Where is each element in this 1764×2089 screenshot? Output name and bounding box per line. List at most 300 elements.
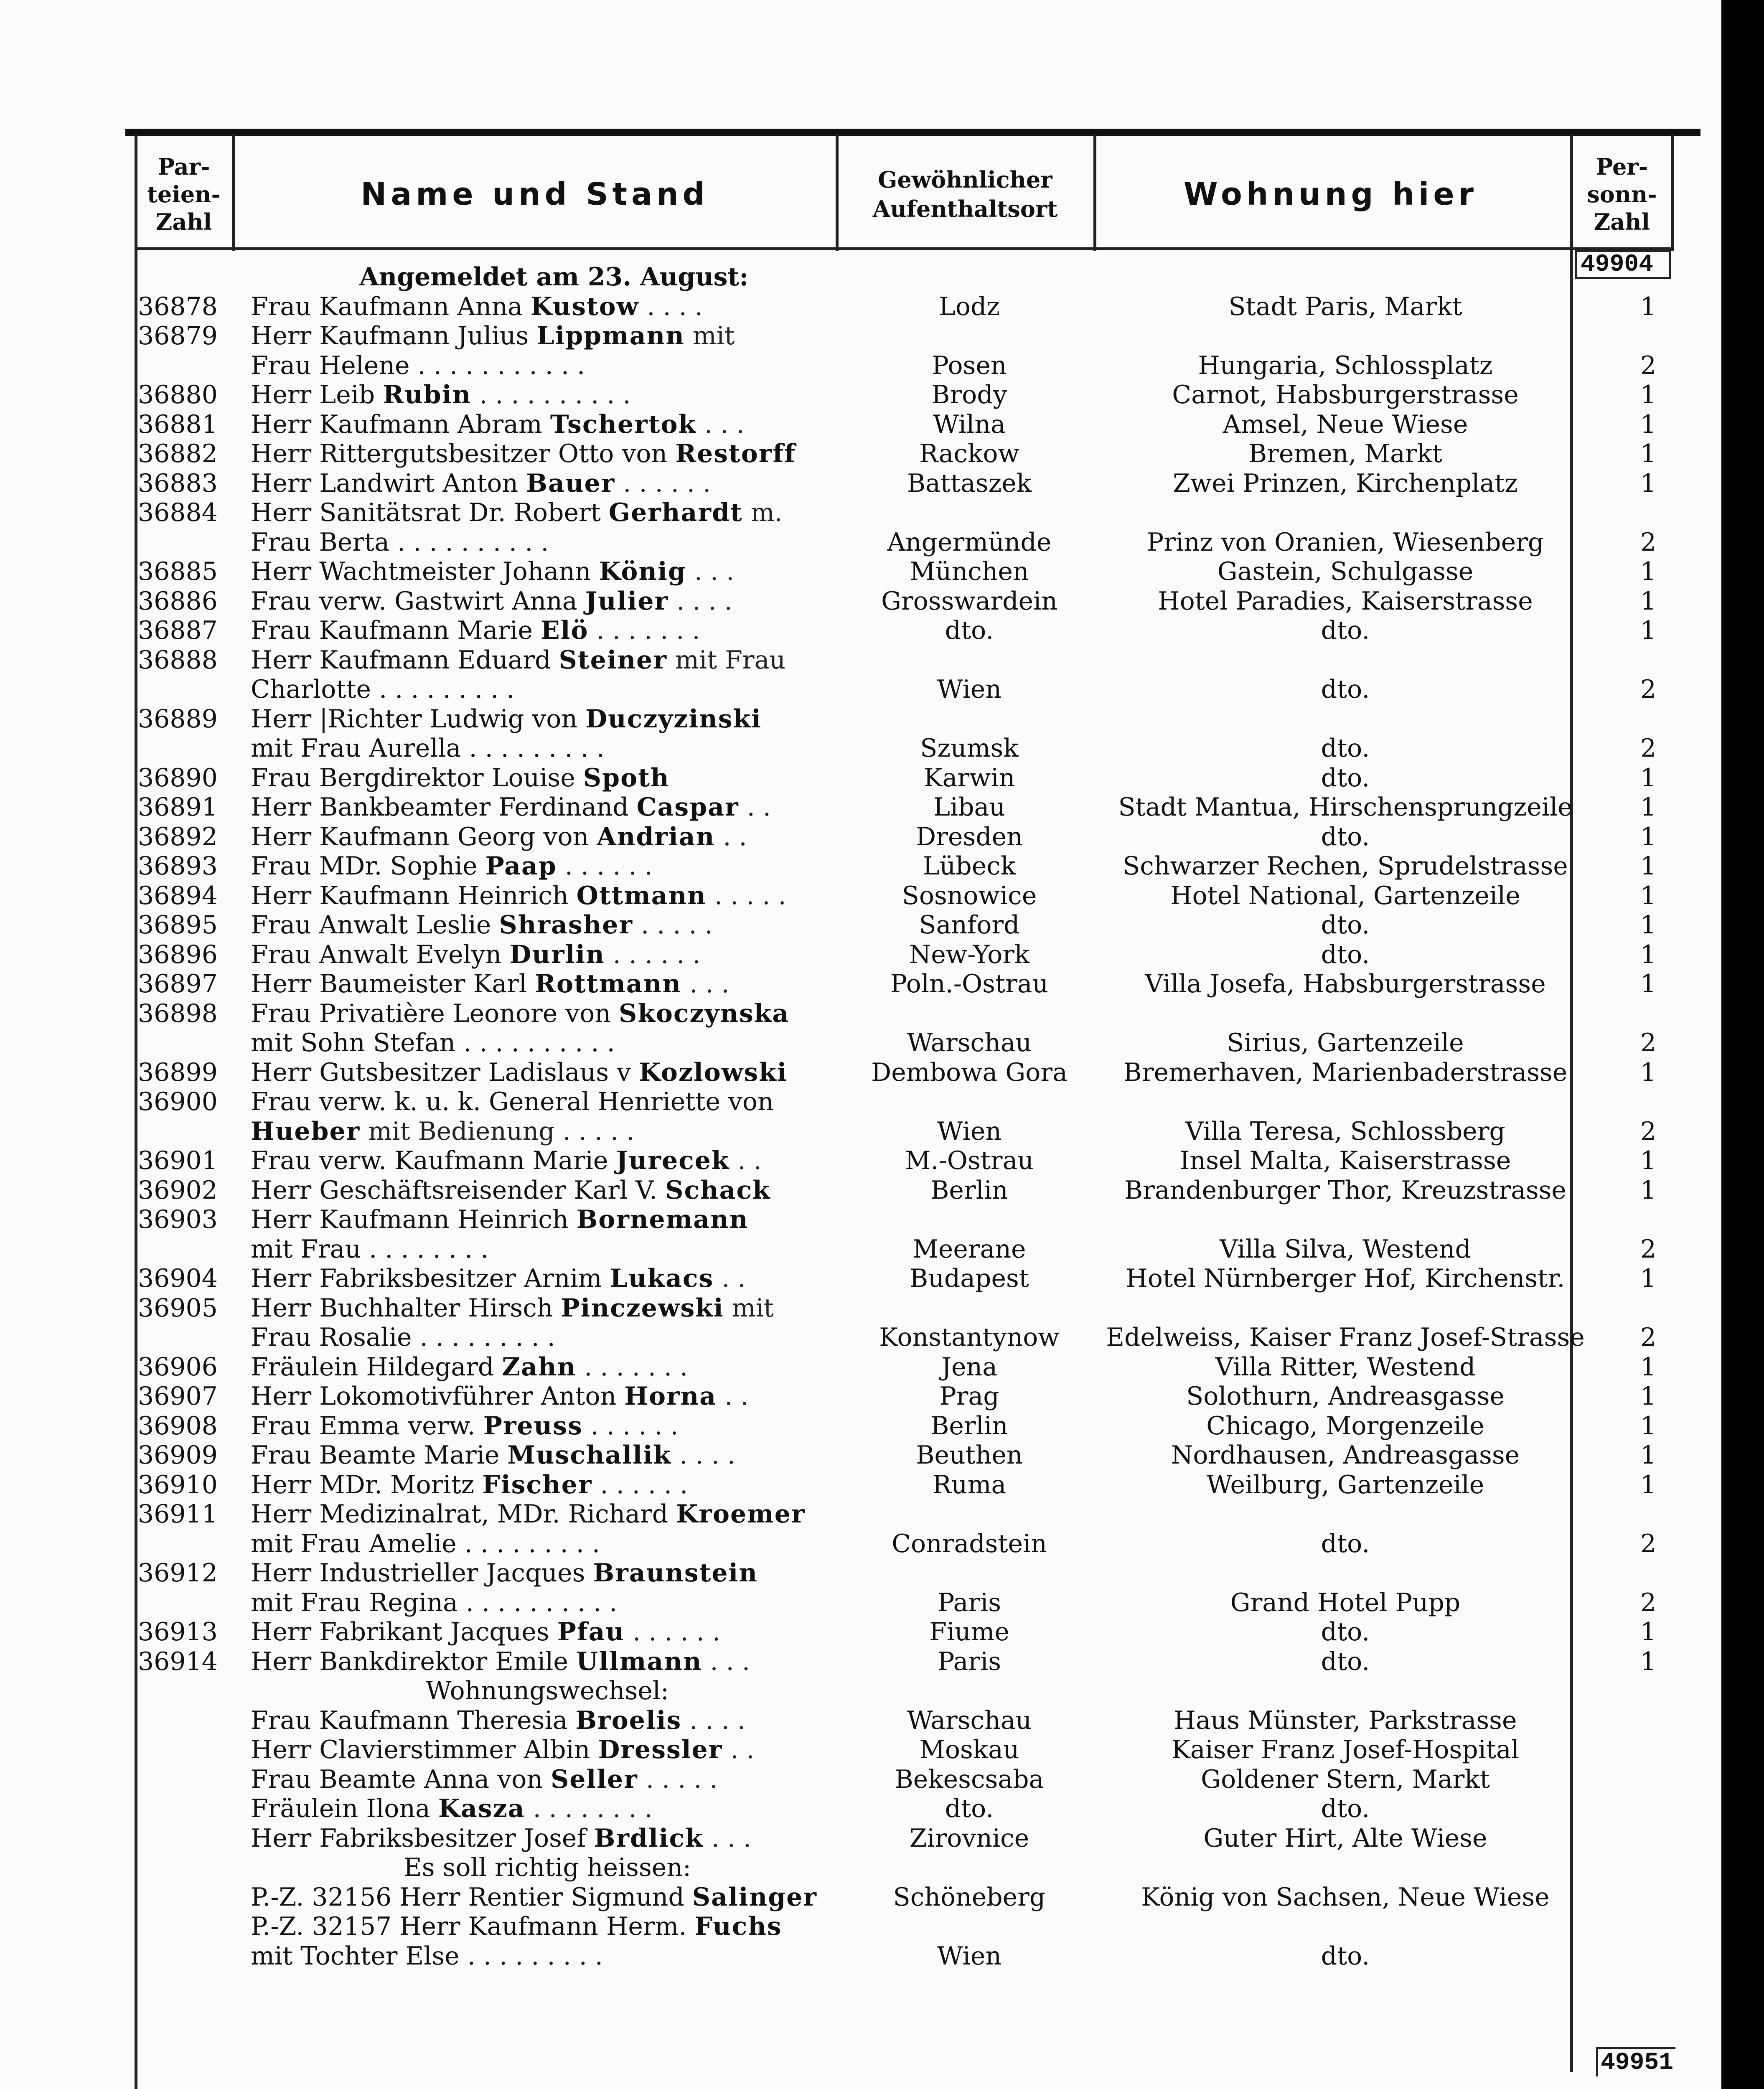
surname: Andrian <box>597 822 715 851</box>
wohnung-hier: Schwarzer Rechen, Sprudelstrasse <box>1123 851 1568 881</box>
aufenthaltsort: Wien <box>937 1116 1001 1146</box>
aufenthaltsort: Libau <box>933 793 1005 822</box>
aufenthaltsort: Lübeck <box>923 851 1016 881</box>
table-row <box>0 1146 1713 1175</box>
name-und-stand <box>251 1146 844 1175</box>
partei-zahl: 36888 <box>138 645 218 675</box>
surname: Skoczynska <box>619 999 790 1028</box>
table-row <box>0 292 1713 321</box>
surname: Julier <box>585 586 669 616</box>
personen-zahl: 1 <box>1640 409 1657 439</box>
aufenthaltsort: Berlin <box>930 1175 1008 1205</box>
partei-zahl: 36879 <box>138 321 218 351</box>
aufenthaltsort: Budapest <box>910 1264 1029 1293</box>
table-row <box>0 1176 1713 1205</box>
personen-zahl: 1 <box>1640 969 1657 999</box>
partei-zahl: 36892 <box>138 822 218 851</box>
name-und-stand <box>251 469 844 498</box>
name-und-stand <box>251 1942 844 1971</box>
aufenthaltsort: Posen <box>932 351 1007 380</box>
name-suffix: . . . . . . . . <box>525 1794 653 1823</box>
partei-zahl: 36894 <box>138 881 218 910</box>
name-suffix: . . . <box>702 1647 750 1676</box>
name-prefix: Herr Kaufmann Abram <box>251 409 550 439</box>
name-prefix: Herr MDr. Moritz <box>251 1470 483 1499</box>
name-prefix: Herr Leib <box>251 380 383 409</box>
name-und-stand <box>251 1794 844 1823</box>
aufenthaltsort: Warschau <box>907 1028 1032 1057</box>
aufenthaltsort: Lodz <box>939 292 1000 321</box>
personen-zahl: 1 <box>1640 1441 1657 1470</box>
partei-zahl: 36908 <box>138 1411 218 1441</box>
surname: Pinczewski <box>561 1293 724 1323</box>
partei-zahl: 36907 <box>138 1382 218 1411</box>
table-row <box>0 351 1713 380</box>
wohnung-hier: Gastein, Schulgasse <box>1217 557 1474 586</box>
partei-zahl: 36883 <box>138 468 218 498</box>
table-row <box>0 1588 1713 1617</box>
header-name-und-stand: Name und Stand <box>361 176 709 212</box>
surname: Rottmann <box>535 969 681 999</box>
table-row <box>0 1087 1713 1116</box>
name-suffix: mit <box>724 1293 774 1323</box>
table-row <box>0 1794 1713 1823</box>
surname: Jurecek <box>616 1146 730 1175</box>
name-und-stand <box>251 1588 844 1617</box>
name-und-stand <box>251 1647 844 1676</box>
surname: Kroemer <box>676 1499 806 1529</box>
surname: Kozlowski <box>639 1057 788 1087</box>
wohnung-hier: Villa Teresa, Schlossberg <box>1185 1116 1505 1146</box>
table-row <box>0 969 1713 999</box>
section-heading-wohnungswechsel: Wohnungswechsel: <box>425 1676 669 1705</box>
name-und-stand <box>251 940 844 969</box>
table-row <box>0 380 1713 409</box>
personen-zahl: 1 <box>1640 881 1657 910</box>
table-row <box>0 704 1713 734</box>
aufenthaltsort: Karwin <box>923 763 1015 793</box>
personen-zahl: 1 <box>1640 1382 1657 1411</box>
name-und-stand <box>251 646 844 675</box>
wohnung-hier: Bremerhaven, Marienbaderstrasse <box>1123 1057 1568 1087</box>
surname: Ullmann <box>576 1647 702 1676</box>
name-prefix: Herr Baumeister Karl <box>251 969 535 999</box>
table-row <box>0 675 1713 704</box>
wohnung-hier: Stadt Mantua, Hirschensprungzeile <box>1118 793 1573 822</box>
table-row <box>0 321 1713 351</box>
table-row <box>0 734 1713 763</box>
name-und-stand <box>251 1058 844 1087</box>
aufenthaltsort: München <box>910 557 1029 586</box>
table-row <box>0 940 1713 969</box>
surname: Dressler <box>598 1735 723 1764</box>
name-und-stand <box>251 380 844 409</box>
name-prefix: Frau Privatière Leonore von <box>251 999 619 1028</box>
wohnung-hier: Carnot, Habsburgerstrasse <box>1172 380 1519 409</box>
personen-zahl: 1 <box>1640 1352 1657 1382</box>
name-suffix: . . . <box>681 969 729 999</box>
name-und-stand <box>251 999 844 1028</box>
table-row <box>0 1617 1713 1647</box>
name-suffix: . . . . . <box>633 910 713 940</box>
name-und-stand <box>251 734 844 763</box>
name-prefix: Herr Industrieller Jacques <box>251 1558 593 1588</box>
partei-zahl: 36880 <box>138 380 218 409</box>
aufenthaltsort: M.-Ostrau <box>905 1146 1034 1175</box>
name-suffix: . . <box>722 1735 755 1764</box>
partei-zahl: 36912 <box>138 1558 218 1588</box>
personen-zahl: 1 <box>1640 763 1657 793</box>
surname: Lukacs <box>610 1264 714 1293</box>
wohnung-hier: Edelweiss, Kaiser Franz Josef-Strasse <box>1106 1323 1585 1352</box>
wohnung-hier: Zwei Prinzen, Kirchenplatz <box>1173 468 1518 498</box>
wohnung-hier: Hotel National, Gartenzeile <box>1170 881 1520 910</box>
table-row <box>0 763 1713 793</box>
table-row <box>0 528 1713 557</box>
name-und-stand <box>251 292 844 321</box>
aufenthaltsort: Grosswardein <box>881 586 1057 616</box>
aufenthaltsort: Fiume <box>929 1617 1009 1647</box>
name-prefix: mit Frau Aurella . . . . . . . . . <box>251 734 605 763</box>
surname: Elö <box>540 616 589 645</box>
partei-zahl: 36909 <box>138 1441 218 1470</box>
personen-zahl: 2 <box>1640 675 1657 704</box>
table-row <box>0 999 1713 1028</box>
partei-zahl: 36887 <box>138 616 218 645</box>
surname: Kustow <box>530 292 639 321</box>
wohnung-hier: dto. <box>1321 1794 1370 1823</box>
name-prefix: Herr Kaufmann Julius <box>251 321 537 351</box>
personen-zahl: 2 <box>1640 527 1657 557</box>
wohnung-hier: Hotel Nürnberger Hof, Kirchenstr. <box>1126 1264 1565 1293</box>
name-prefix: mit Tochter Else . . . . . . . . . <box>251 1941 603 1971</box>
name-suffix: . . <box>717 1382 749 1411</box>
partei-zahl: 36904 <box>138 1264 218 1293</box>
name-suffix: mit Frau <box>667 645 786 675</box>
name-und-stand <box>251 1411 844 1441</box>
wohnung-hier: Stadt Paris, Markt <box>1228 292 1462 321</box>
table-row <box>0 1294 1713 1323</box>
table-row <box>0 498 1713 527</box>
name-und-stand <box>251 1529 844 1558</box>
name-und-stand <box>251 851 844 881</box>
name-suffix: . . . . . . . . . . <box>471 380 631 409</box>
surname: Zahn <box>502 1352 577 1382</box>
personen-zahl: 2 <box>1640 351 1657 380</box>
table-row <box>0 1706 1713 1735</box>
aufenthaltsort: Dembowa Gora <box>871 1057 1068 1087</box>
wohnung-hier: Prinz von Oranien, Wiesenberg <box>1146 527 1544 557</box>
personen-zahl: 1 <box>1640 292 1657 321</box>
partei-zahl: 36903 <box>138 1205 218 1234</box>
running-total-top: 49904 <box>1575 250 1671 279</box>
partei-zahl: 36905 <box>138 1293 218 1323</box>
name-und-stand <box>251 1441 844 1470</box>
name-prefix: Herr Bankdirektor Emile <box>251 1647 576 1676</box>
table-row <box>0 1912 1713 1941</box>
table-row <box>0 793 1713 822</box>
name-prefix: Frau Kaufmann Marie <box>251 616 541 645</box>
personen-zahl: 2 <box>1640 1529 1657 1558</box>
wohnung-hier: Hotel Paradies, Kaiserstrasse <box>1158 586 1533 616</box>
name-und-stand <box>251 1706 844 1735</box>
name-suffix: . . . . . . <box>582 1411 679 1441</box>
partei-zahl: 36898 <box>138 999 218 1028</box>
name-prefix: Frau MDr. Sophie <box>251 851 485 881</box>
header-wohnung-hier: Wohnung hier <box>1183 176 1478 212</box>
wohnung-hier: dto. <box>1321 822 1370 851</box>
name-prefix: Herr Landwirt Anton <box>251 468 526 498</box>
name-und-stand <box>251 1352 844 1382</box>
name-prefix: Herr Kaufmann Georg von <box>251 822 597 851</box>
wohnung-hier: Nordhausen, Andreasgasse <box>1171 1441 1520 1470</box>
partei-zahl: 36889 <box>138 704 218 734</box>
surname: Salinger <box>692 1882 817 1912</box>
name-und-stand <box>251 1028 844 1057</box>
name-und-stand <box>251 1205 844 1234</box>
name-suffix: . . . . . . <box>625 1617 720 1647</box>
wohnung-hier: dto. <box>1321 763 1370 793</box>
personen-zahl: 1 <box>1640 1411 1657 1441</box>
aufenthaltsort: Ruma <box>932 1470 1007 1499</box>
name-suffix: . . . . . <box>638 1764 718 1794</box>
partei-zahl: 36910 <box>138 1470 218 1499</box>
surname: Schack <box>665 1175 771 1205</box>
table-row <box>0 557 1713 586</box>
surname: Rubin <box>383 380 472 409</box>
name-und-stand <box>251 822 844 851</box>
table-row <box>0 1235 1713 1264</box>
top-rule <box>125 129 1700 136</box>
surname: Shrasher <box>499 910 633 940</box>
name-und-stand <box>251 910 844 940</box>
wohnung-hier: Sirius, Gartenzeile <box>1227 1028 1464 1057</box>
table-row <box>0 616 1713 645</box>
name-prefix: Herr Kaufmann Heinrich <box>251 1205 577 1234</box>
personen-zahl: 1 <box>1640 940 1657 969</box>
section-heading-richtig: Es soll richtig heissen: <box>403 1853 691 1882</box>
surname: Brdlick <box>594 1823 704 1853</box>
wohnung-hier: Insel Malta, Kaiserstrasse <box>1179 1146 1511 1175</box>
name-und-stand <box>251 616 844 645</box>
personen-zahl: 1 <box>1640 822 1657 851</box>
personen-zahl: 1 <box>1640 1617 1657 1647</box>
aufenthaltsort: Berlin <box>930 1411 1008 1441</box>
header-personen-zahl: Per- sonn- Zahl <box>1587 153 1657 235</box>
partei-zahl: 36884 <box>138 498 218 527</box>
table-row <box>0 1647 1713 1676</box>
name-prefix: Herr Medizinalrat, MDr. Richard <box>251 1499 676 1529</box>
table-row <box>0 1470 1713 1499</box>
table-row <box>0 1205 1713 1234</box>
name-prefix: Herr Rittergutsbesitzer Otto von <box>251 439 676 468</box>
table-row <box>0 1323 1713 1352</box>
personen-zahl: 2 <box>1640 1116 1657 1146</box>
surname: Bornemann <box>576 1205 749 1234</box>
surname: Paap <box>485 851 557 881</box>
personen-zahl: 2 <box>1640 734 1657 763</box>
table-row <box>0 439 1713 468</box>
table-row <box>0 881 1713 910</box>
name-prefix: Herr Bankbeamter Ferdinand <box>251 793 637 822</box>
table-row <box>0 469 1713 498</box>
name-prefix: Frau Rosalie . . . . . . . . . <box>251 1323 555 1352</box>
table-row <box>0 1028 1713 1057</box>
name-prefix: Herr Lokomotivführer Anton <box>251 1382 625 1411</box>
personen-zahl: 2 <box>1640 1234 1657 1264</box>
name-und-stand <box>251 1617 844 1647</box>
surname: Horna <box>624 1382 717 1411</box>
table-row <box>0 851 1713 881</box>
surname: Ottmann <box>576 881 707 910</box>
table-row <box>0 1441 1713 1470</box>
wohnung-hier: dto. <box>1321 940 1370 969</box>
personen-zahl: 1 <box>1640 380 1657 409</box>
aufenthaltsort: Meerane <box>913 1234 1026 1264</box>
name-und-stand <box>251 587 844 616</box>
personen-zahl: 1 <box>1640 439 1657 468</box>
partei-zahl: 36899 <box>138 1057 218 1087</box>
surname: Fuchs <box>694 1912 782 1941</box>
aufenthaltsort: Wien <box>937 1941 1001 1971</box>
name-prefix: Herr |Richter Ludwig von <box>251 704 586 734</box>
partei-zahl: 36891 <box>138 793 218 822</box>
personen-zahl: 2 <box>1640 1588 1657 1617</box>
personen-zahl: 1 <box>1640 1146 1657 1175</box>
aufenthaltsort: Conradstein <box>892 1529 1047 1558</box>
partei-zahl: 36901 <box>138 1146 218 1175</box>
name-prefix: Frau Anwalt Evelyn <box>251 940 510 969</box>
aufenthaltsort: Sosnowice <box>902 881 1037 910</box>
table-row <box>0 1883 1713 1912</box>
name-und-stand <box>251 704 844 734</box>
wohnung-hier: Hungaria, Schlossplatz <box>1198 351 1493 380</box>
aufenthaltsort: Paris <box>937 1647 1001 1676</box>
name-suffix: . . <box>729 1146 762 1175</box>
name-prefix: Frau verw. k. u. k. General Henriette von <box>251 1087 774 1116</box>
name-suffix: . . . . <box>671 1441 735 1470</box>
aufenthaltsort: Schöneberg <box>893 1882 1046 1912</box>
name-prefix: Frau Kaufmann Theresia <box>251 1705 576 1735</box>
table-row <box>0 410 1713 439</box>
wohnung-hier: dto. <box>1321 1529 1370 1558</box>
wohnung-hier: Guter Hirt, Alte Wiese <box>1203 1823 1487 1853</box>
name-und-stand <box>251 1735 844 1764</box>
personen-zahl: 2 <box>1640 1028 1657 1057</box>
name-und-stand <box>251 1470 844 1499</box>
name-und-stand <box>251 1382 844 1411</box>
wohnung-hier: Villa Josefa, Habsburgerstrasse <box>1145 969 1546 999</box>
wohnung-hier: dto. <box>1321 734 1370 763</box>
partei-zahl: 36893 <box>138 851 218 881</box>
name-prefix: Charlotte . . . . . . . . . <box>251 675 515 704</box>
partei-zahl: 36878 <box>138 292 218 321</box>
surname: Pfau <box>557 1617 625 1647</box>
aufenthaltsort: Konstantynow <box>879 1323 1060 1352</box>
aufenthaltsort: Moskau <box>919 1735 1019 1764</box>
name-und-stand <box>251 498 844 527</box>
aufenthaltsort: Wien <box>937 675 1001 704</box>
wohnung-hier: dto. <box>1321 1647 1370 1676</box>
aufenthaltsort: New-York <box>909 940 1030 969</box>
partei-zahl: 36906 <box>138 1352 218 1382</box>
partei-zahl: 36895 <box>138 910 218 940</box>
wohnung-hier: dto. <box>1321 1617 1370 1647</box>
name-prefix: Frau Kaufmann Anna <box>251 292 531 321</box>
name-suffix: . . . <box>703 1823 752 1853</box>
name-suffix: . . . . . . <box>615 468 711 498</box>
name-prefix: Frau Beamte Anna von <box>251 1764 551 1794</box>
name-prefix: Frau Berta . . . . . . . . . . <box>251 527 549 557</box>
name-prefix: Frau Bergdirektor Louise <box>251 763 583 793</box>
name-suffix: m. <box>742 498 783 527</box>
aufenthaltsort: Jena <box>941 1352 997 1382</box>
name-und-stand <box>251 1883 844 1912</box>
table-row <box>0 1264 1713 1293</box>
aufenthaltsort: Bekescsaba <box>895 1764 1044 1794</box>
name-suffix: . . . . <box>681 1705 745 1735</box>
name-prefix: Herr Sanitätsrat Dr. Robert <box>251 498 609 527</box>
name-und-stand <box>251 1294 844 1323</box>
aufenthaltsort: Dresden <box>916 822 1023 851</box>
table-row <box>0 1824 1713 1853</box>
section-heading-angemeldet: Angemeldet am 23. August: <box>359 262 749 292</box>
surname: Preuss <box>483 1411 583 1441</box>
wohnung-hier: Goldener Stern, Markt <box>1201 1764 1490 1794</box>
name-und-stand <box>251 793 844 822</box>
partei-zahl: 36890 <box>138 763 218 793</box>
surname: Seller <box>550 1764 638 1794</box>
aufenthaltsort: Warschau <box>907 1705 1032 1735</box>
table-row <box>0 822 1713 851</box>
surname: Fischer <box>482 1470 592 1499</box>
name-prefix: mit Frau Regina . . . . . . . . . . <box>251 1588 618 1617</box>
table-row <box>0 1411 1713 1441</box>
name-und-stand <box>251 410 844 439</box>
name-und-stand <box>251 1264 844 1293</box>
surname: Lippmann <box>536 321 685 351</box>
ink-smudge <box>1733 1131 1742 1147</box>
wohnung-hier: Chicago, Morgenzeile <box>1206 1411 1484 1441</box>
aufenthaltsort: Rackow <box>919 439 1019 468</box>
name-suffix: . . . . . . . <box>588 616 700 645</box>
table-row <box>0 1942 1713 1971</box>
name-suffix: . . . <box>696 409 745 439</box>
table-row <box>0 1529 1713 1558</box>
name-und-stand <box>251 1824 844 1853</box>
name-suffix: . . . . <box>639 292 703 321</box>
name-prefix: Herr Wachtmeister Johann <box>251 557 599 586</box>
table-row <box>0 1558 1713 1588</box>
aufenthaltsort: Sanford <box>919 910 1020 940</box>
partei-zahl: 36911 <box>138 1499 218 1529</box>
wohnung-hier: Grand Hotel Pupp <box>1230 1588 1461 1617</box>
wohnung-hier: Bremen, Markt <box>1248 439 1442 468</box>
name-prefix: Frau verw. Gastwirt Anna <box>251 586 585 616</box>
personen-zahl: 1 <box>1640 851 1657 881</box>
name-prefix: Herr Fabrikant Jacques <box>251 1617 557 1647</box>
table-row <box>0 1352 1713 1382</box>
name-und-stand <box>251 1912 844 1941</box>
aufenthaltsort: Angermünde <box>887 527 1052 557</box>
header-aufenthaltsort: Gewöhnlicher Aufenthaltsort <box>872 166 1058 222</box>
partei-zahl: 36886 <box>138 586 218 616</box>
header-partei-zahl: Par- teien- Zahl <box>147 153 221 235</box>
name-suffix: mit Bedienung . . . . . <box>360 1116 635 1146</box>
surname: Duczyzinski <box>585 704 762 734</box>
aufenthaltsort: Brody <box>931 380 1007 409</box>
name-prefix: Fräulein Hildegard <box>251 1352 502 1382</box>
